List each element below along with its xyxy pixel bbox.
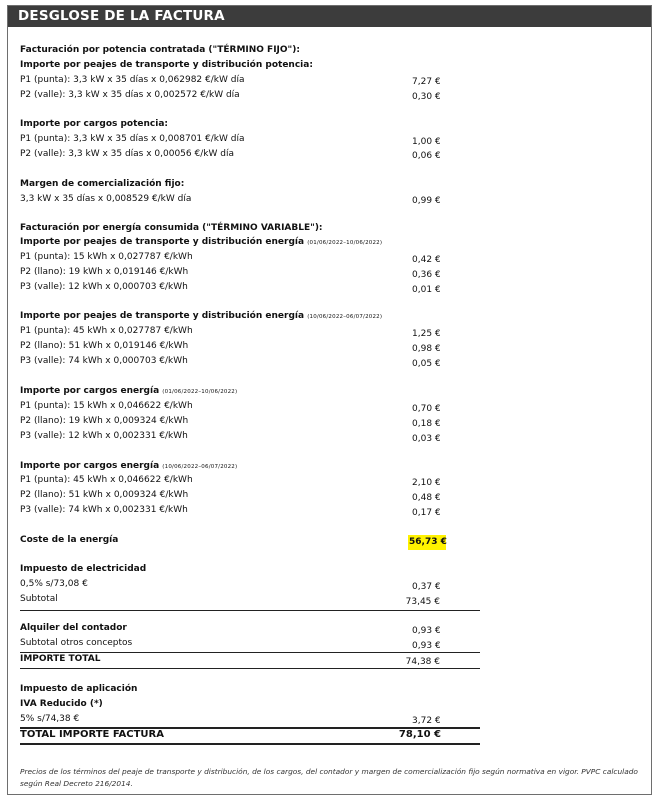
invoice-total-amount: 78,10 €: [398, 729, 441, 740]
total-amount-value: 74,38 €: [405, 657, 440, 667]
energy-charges-2-period: (10/06/2022–06/07/2022): [162, 464, 238, 470]
energy-toll-1-p1-label: P1 (punta): 15 kWh x 0,027787 €/kWh: [20, 252, 193, 262]
divider: [20, 668, 480, 669]
energy-tolls-2-period: (10/06/2022–06/07/2022): [307, 314, 383, 320]
power-charge-p2-label: P2 (valle): 3,3 kW x 35 días x 0,00056 €/kW día: [20, 149, 234, 159]
energy-charge-2-p2-label: P2 (llano): 51 kWh x 0,009324 €/kWh: [20, 490, 189, 500]
fixed-margin-amount: 0,99 €: [412, 196, 441, 206]
energy-toll-1-p2-label: P2 (llano): 19 kWh x 0,019146 €/kWh: [20, 267, 189, 277]
fixed-margin-label: 3,3 kW x 35 días x 0,008529 €/kW día: [20, 194, 192, 204]
energy-charge-2-p2-amount: 0,48 €: [412, 493, 441, 503]
invoice-header: DESGLOSE DE LA FACTURA: [8, 6, 651, 27]
energy-cost-amount: 56,73 €: [409, 537, 447, 547]
electricity-tax-rate-label: 0,5% s/73,08 €: [20, 579, 88, 589]
applied-tax-title: Impuesto de aplicación: [20, 684, 138, 694]
power-toll-p1-label: P1 (punta): 3,3 kW x 35 días x 0,062982 €/kW día: [20, 75, 245, 85]
power-toll-p2-label: P2 (valle): 3,3 kW x 35 días x 0,002572 €/kW día: [20, 90, 240, 100]
power-charge-p1-label: P1 (punta): 3,3 kW x 35 días x 0,008701 €/kW día: [20, 134, 245, 144]
energy-toll-2-p3-label: P3 (valle): 74 kWh x 0,000703 €/kWh: [20, 356, 188, 366]
fixed-term-title: Facturación por potencia contratada ("TÉRMINO FIJO"):: [20, 45, 300, 55]
energy-charge-2-p1-label: P1 (punta): 45 kWh x 0,046622 €/kWh: [20, 475, 193, 485]
energy-charge-1-p3-amount: 0,03 €: [412, 434, 441, 444]
power-toll-p1-amount: 7,27 €: [412, 77, 441, 87]
energy-toll-2-p1-label: P1 (punta): 45 kWh x 0,027787 €/kWh: [20, 326, 193, 336]
energy-charge-1-p3-label: P3 (valle): 12 kWh x 0,002331 €/kWh: [20, 431, 188, 441]
energy-toll-1-p3-label: P3 (valle): 12 kWh x 0,000703 €/kWh: [20, 282, 188, 292]
energy-tolls-1-title: Importe por peajes de transporte y distribución energía (01/06/2022–10/06/2022): [20, 237, 383, 247]
total-amount-label: IMPORTE TOTAL: [20, 654, 101, 664]
power-charges-title: Importe por cargos potencia:: [20, 119, 169, 129]
power-charge-p1-amount: 1,00 €: [412, 137, 441, 147]
energy-charge-2-p3-label: P3 (valle): 74 kWh x 0,002331 €/kWh: [20, 505, 188, 515]
vat-rate-label: 5% s/74,38 €: [20, 714, 80, 724]
energy-toll-1-p3-amount: 0,01 €: [412, 285, 441, 295]
variable-term-title: Facturación por energía consumida ("TÉRMINO VARIABLE"):: [20, 223, 323, 233]
energy-toll-1-p1-amount: 0,42 €: [412, 255, 441, 265]
energy-charge-1-p2-amount: 0,18 €: [412, 419, 441, 429]
energy-charges-1-period: (01/06/2022–10/06/2022): [162, 389, 238, 395]
other-concepts-subtotal-label: Subtotal otros conceptos: [20, 638, 133, 648]
power-toll-p2-amount: 0,30 €: [412, 92, 441, 102]
energy-toll-1-p2-amount: 0,36 €: [412, 270, 441, 280]
energy-toll-2-p3-amount: 0,05 €: [412, 359, 441, 369]
divider: [20, 652, 480, 653]
energy-charge-2-p1-amount: 2,10 €: [412, 478, 441, 488]
fixed-margin-title: Margen de comercialización fijo:: [20, 179, 185, 189]
energy-tolls-1-period: (01/06/2022–10/06/2022): [307, 240, 383, 246]
electricity-tax-title: Impuesto de electricidad: [20, 564, 147, 574]
power-tolls-title: Importe por peajes de transporte y distribución potencia:: [20, 60, 313, 70]
power-charge-p2-amount: 0,06 €: [412, 151, 441, 161]
subtotal-label: Subtotal: [20, 594, 58, 604]
energy-toll-2-p2-amount: 0,98 €: [412, 344, 441, 354]
vat-rate-amount: 3,72 €: [412, 716, 441, 726]
energy-charges-2-title: Importe por cargos energía (10/06/2022–06/07/2022): [20, 461, 238, 471]
energy-charge-1-p1-label: P1 (punta): 15 kWh x 0,046622 €/kWh: [20, 401, 193, 411]
energy-toll-2-p2-label: P2 (llano): 51 kWh x 0,019146 €/kWh: [20, 341, 189, 351]
energy-toll-2-p1-amount: 1,25 €: [412, 329, 441, 339]
energy-charge-2-p3-amount: 0,17 €: [412, 508, 441, 518]
energy-charges-1-title: Importe por cargos energía (01/06/2022–10/06/2022): [20, 386, 238, 396]
invoice-total-label: TOTAL IMPORTE FACTURA: [20, 729, 164, 740]
meter-rental-title: Alquiler del contador: [20, 623, 127, 633]
divider: [20, 610, 480, 611]
other-concepts-subtotal-amount: 0,93 €: [412, 641, 441, 651]
divider: [20, 743, 480, 745]
vat-title: IVA Reducido (*): [20, 699, 103, 709]
footnote: Precios de los términos del peaje de transporte y distribución, de los cargos, del contador y margen de comercialización fijo según normativa en vigor. PVPC calculado según Real Decreto 216/2014.: [20, 767, 638, 788]
energy-charge-1-p1-amount: 0,70 €: [412, 404, 441, 414]
electricity-tax-rate-amount: 0,37 €: [412, 582, 441, 592]
energy-tolls-2-title: Importe por peajes de transporte y distribución energía (10/06/2022–06/07/2022): [20, 311, 383, 321]
meter-rental-amount: 0,93 €: [412, 626, 441, 636]
subtotal-amount: 73,45 €: [405, 597, 440, 607]
energy-charge-1-p2-label: P2 (llano): 19 kWh x 0,009324 €/kWh: [20, 416, 189, 426]
energy-cost-label: Coste de la energía: [20, 535, 119, 545]
